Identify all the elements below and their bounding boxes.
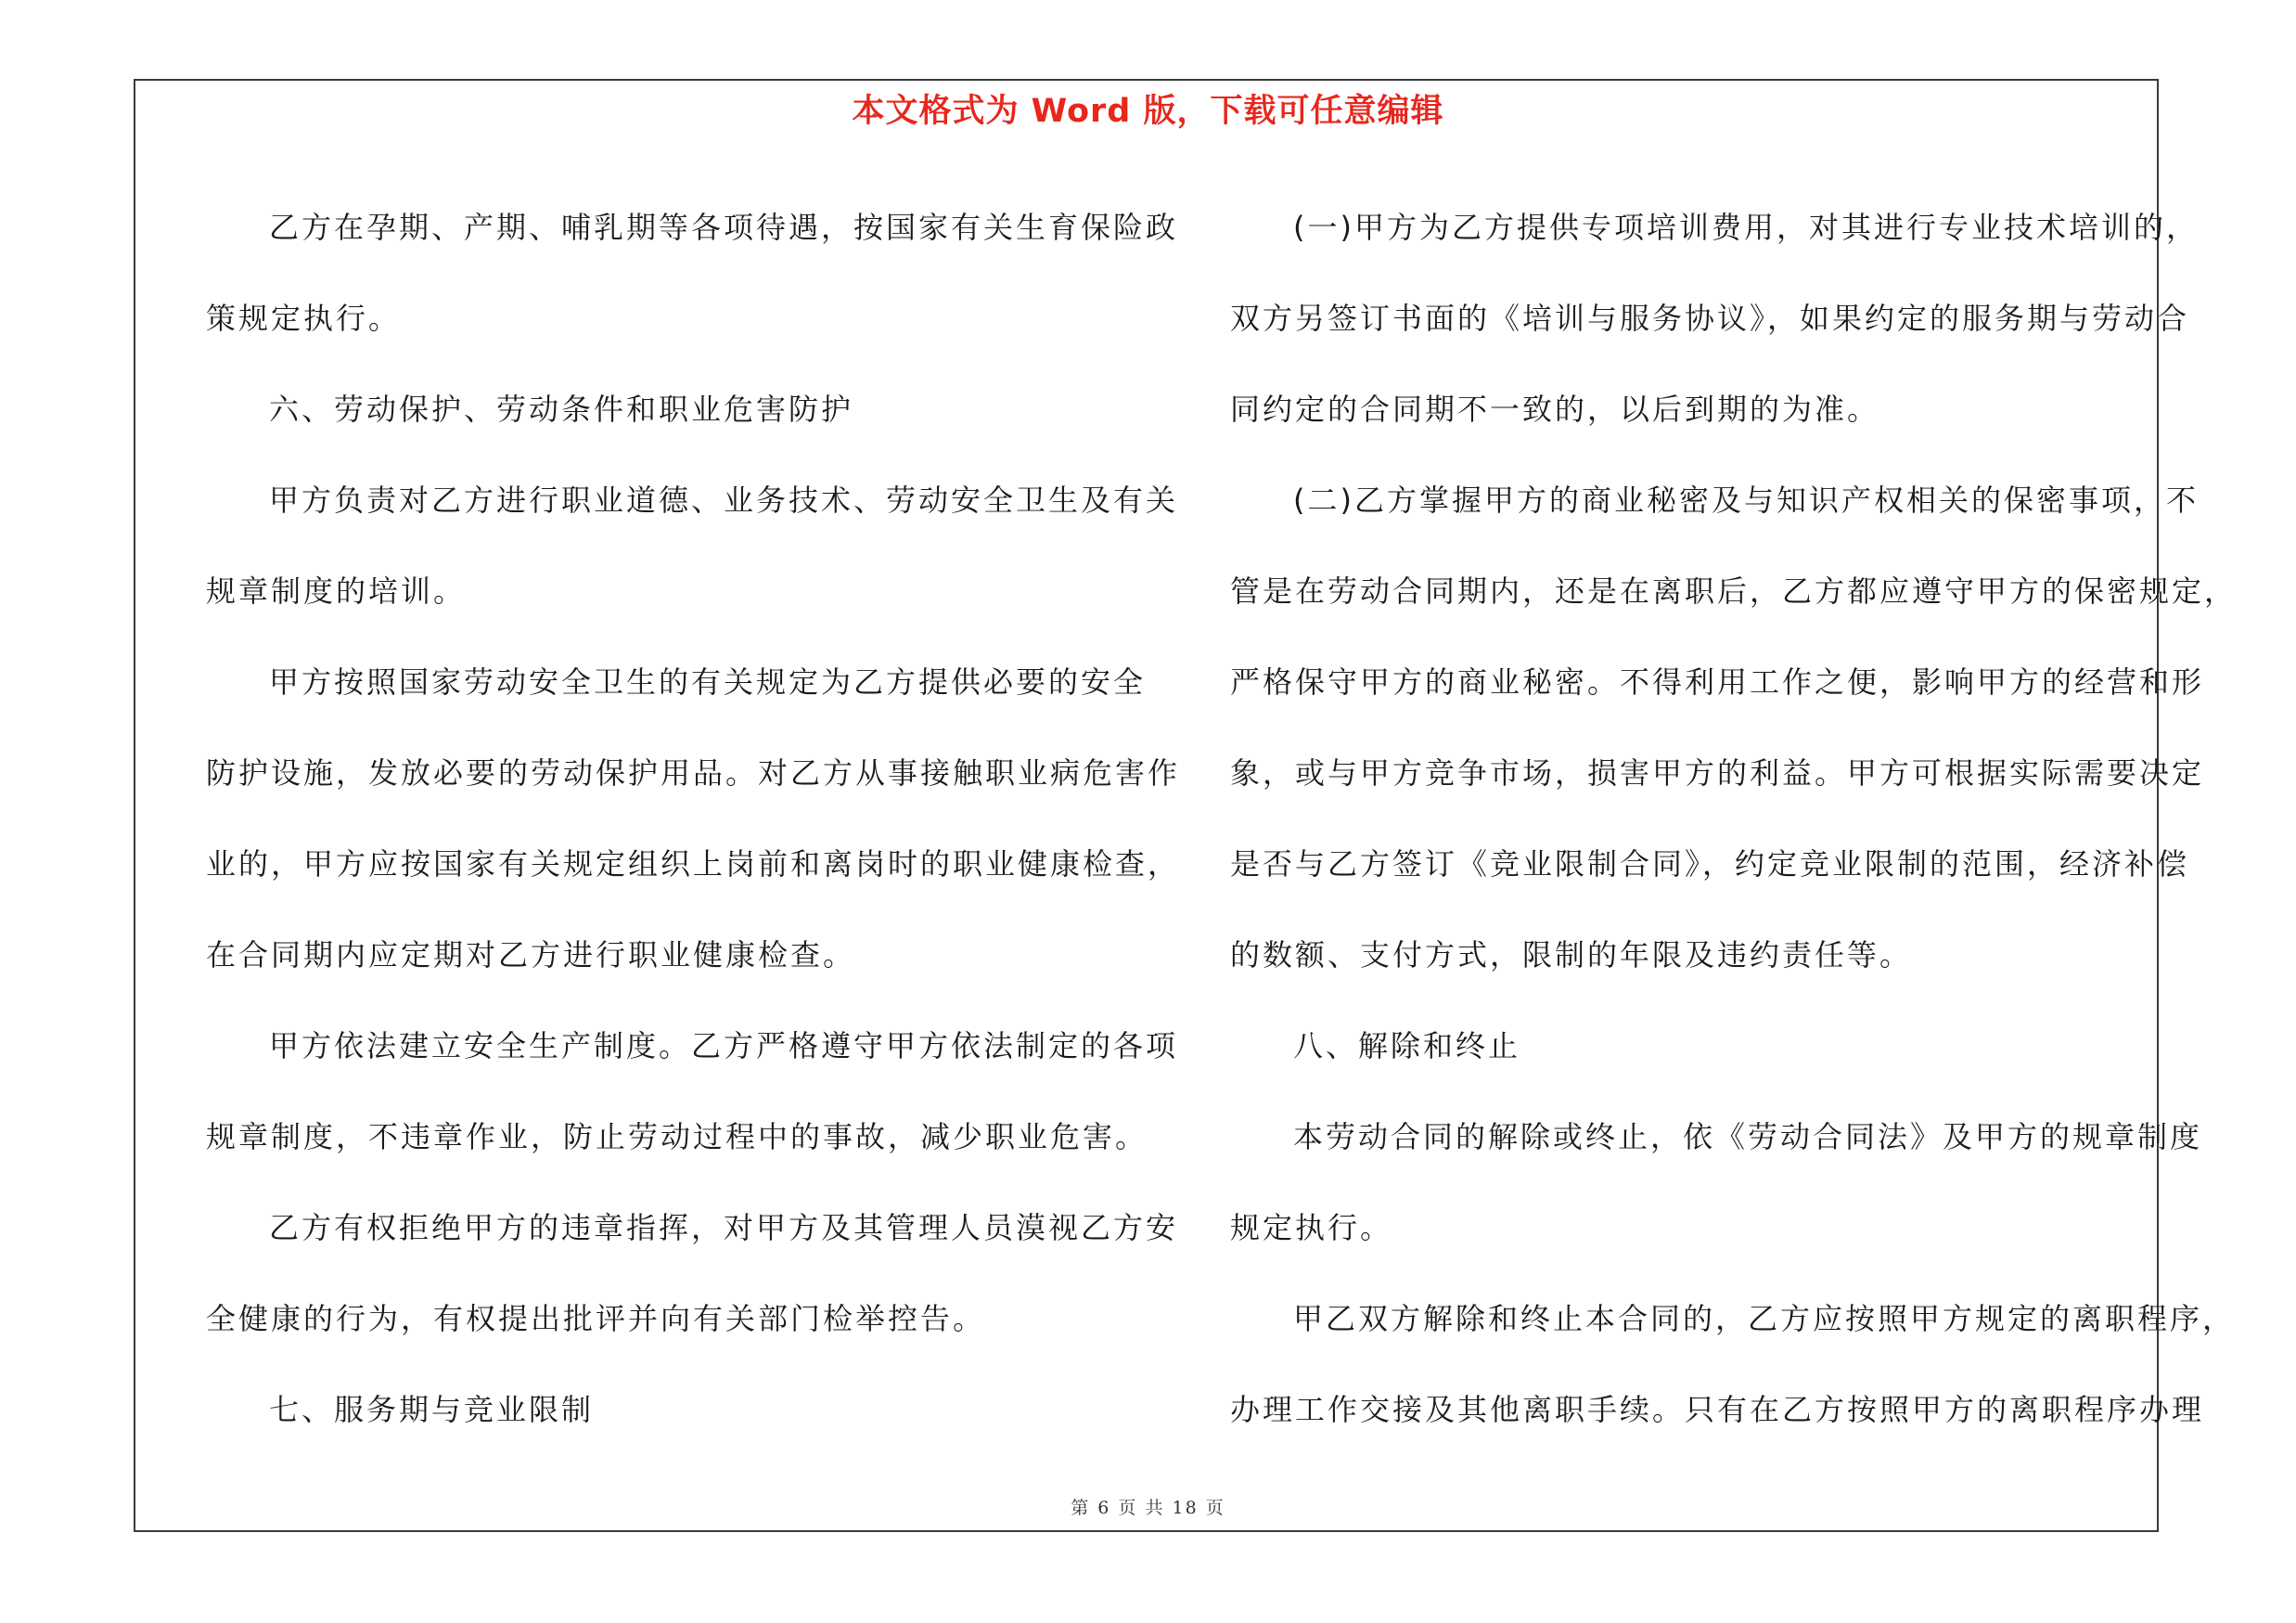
text-line: 的数额、支付方式，限制的年限及违约责任等。: [1230, 937, 1913, 973]
text-line: 规定执行。: [1230, 1210, 1393, 1245]
format-banner: 本文格式为 Word 版，下载可任意编辑: [852, 93, 1444, 130]
text-line: 八、解除和终止: [1293, 1028, 1521, 1063]
page-number-footer: 第 6 页 共 18 页: [1071, 1498, 1225, 1518]
text-line: 管是在劳动合同期内，还是在离职后，乙方都应遵守甲方的保密规定，: [1230, 573, 2238, 609]
text-line: 全健康的行为，有权提出批评并向有关部门检举控告。: [206, 1301, 986, 1336]
right-column: [1230, 182, 2238, 1455]
text-line: 严格保守甲方的商业秘密。不得利用工作之便，影响甲方的经营和形: [1230, 664, 2205, 700]
text-line: 甲方按照国家劳动安全卫生的有关规定为乙方提供必要的安全: [269, 664, 1147, 700]
text-line: 规章制度，不违章作业，防止劳动过程中的事故，减少职业危害。: [206, 1119, 1148, 1154]
text-line: 双方另签订书面的《培训与服务协议》，如果约定的服务期与劳动合: [1230, 301, 2190, 336]
text-line: 规章制度的培训。: [206, 573, 467, 609]
left-column: [206, 182, 1181, 1455]
text-line: 在合同期内应定期对乙方进行职业健康检查。: [206, 937, 856, 973]
text-line: (二)乙方掌握甲方的商业秘密及与知识产权相关的保密事项，不: [1293, 483, 2199, 518]
text-line: 甲方依法建立安全生产制度。乙方严格遵守甲方依法制定的各项: [269, 1028, 1179, 1063]
text-line: 同约定的合同期不一致的，以后到期的为准。: [1230, 392, 1880, 427]
text-line: 办理工作交接及其他离职手续。只有在乙方按照甲方的离职程序办理: [1230, 1392, 2205, 1427]
text-line: 业的，甲方应按国家有关规定组织上岗前和离岗时的职业健康检查，: [206, 846, 1181, 882]
text-line: 乙方在孕期、产期、哺乳期等各项待遇，按国家有关生育保险政: [269, 210, 1179, 245]
text-line: 六、劳动保护、劳动条件和职业危害防护: [269, 392, 854, 427]
text-line: 防护设施，发放必要的劳动保护用品。对乙方从事接触职业病危害作: [206, 755, 1181, 791]
text-line: 策规定执行。: [206, 301, 402, 336]
text-line: 是否与乙方签订《竞业限制合同》，约定竞业限制的范围，经济补偿: [1230, 846, 2190, 882]
text-line: 乙方有权拒绝甲方的违章指挥，对甲方及其管理人员漠视乙方安: [269, 1210, 1179, 1245]
text-line: (一)甲方为乙方提供专项培训费用，对其进行专业技术培训的，: [1293, 210, 2199, 245]
text-line: 七、服务期与竞业限制: [269, 1392, 595, 1427]
text-line: 甲方负责对乙方进行职业道德、业务技术、劳动安全卫生及有关: [269, 483, 1179, 518]
text-line: 本劳动合同的解除或终止，依《劳动合同法》及甲方的规章制度: [1293, 1119, 2203, 1154]
text-line: 象，或与甲方竞争市场，损害甲方的利益。甲方可根据实际需要决定: [1230, 755, 2205, 791]
text-line: 甲乙双方解除和终止本合同的，乙方应按照甲方规定的离职程序，: [1293, 1301, 2236, 1336]
